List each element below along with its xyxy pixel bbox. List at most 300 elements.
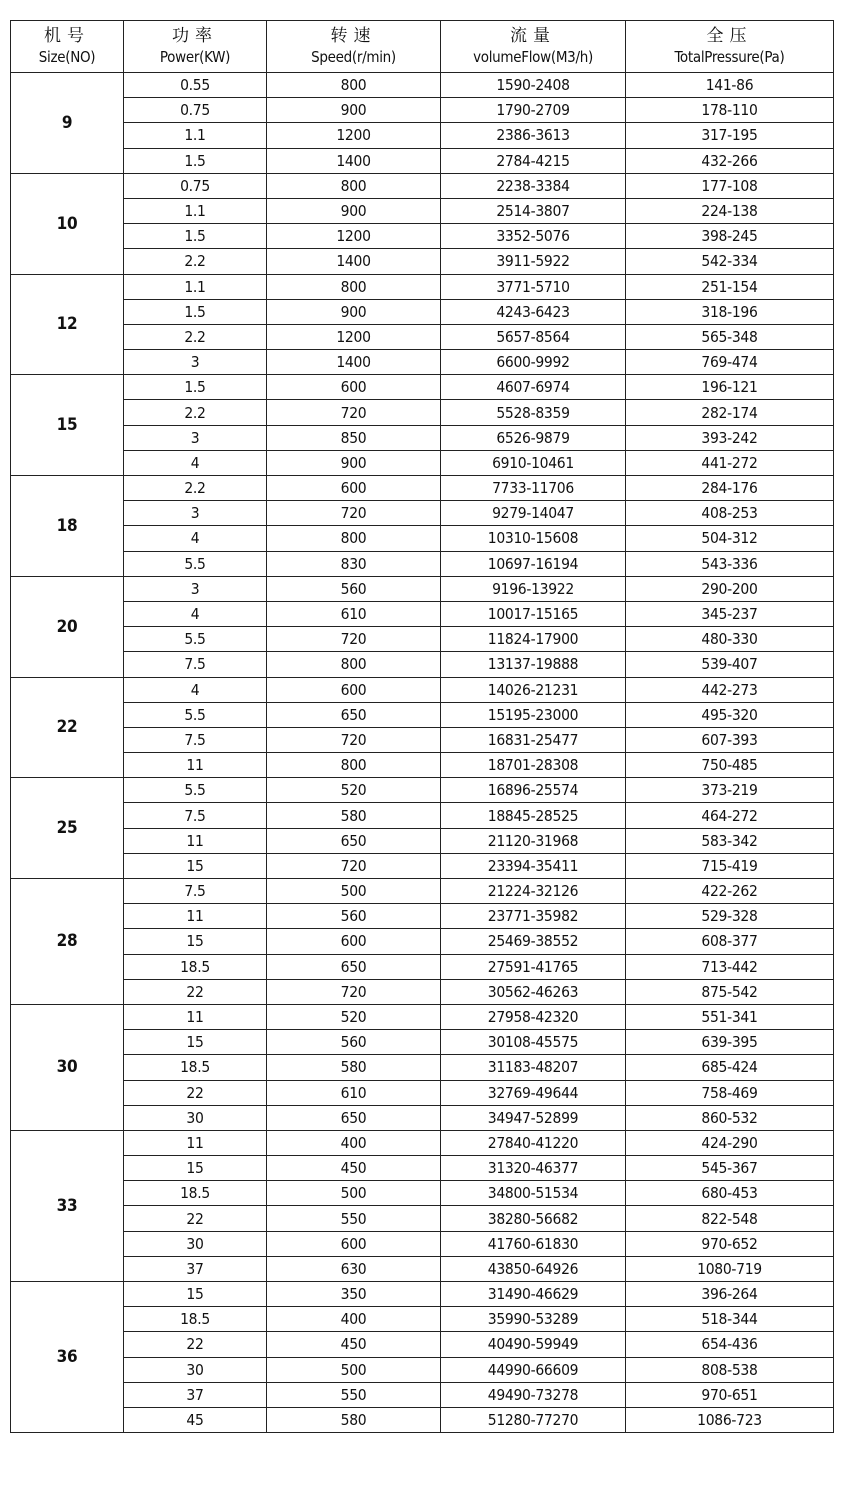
pressure-cell: 713-442 — [626, 954, 834, 979]
pressure-cell: 398-245 — [626, 224, 834, 249]
table-row — [11, 324, 834, 349]
speed-cell: 520 — [267, 778, 441, 803]
power-cell: 11 — [124, 1130, 267, 1155]
table-row — [11, 778, 834, 803]
speed-cell: 650 — [267, 702, 441, 727]
flow-cell: 3911-5922 — [441, 249, 626, 274]
flow-cell: 41760-61830 — [441, 1231, 626, 1256]
pressure-cell: 565-348 — [626, 324, 834, 349]
power-cell: 1.1 — [124, 198, 267, 223]
table-row — [11, 1206, 834, 1231]
flow-cell: 43850-64926 — [441, 1256, 626, 1281]
flow-cell: 4607-6974 — [441, 375, 626, 400]
flow-cell: 7733-11706 — [441, 476, 626, 501]
speed-cell: 400 — [267, 1307, 441, 1332]
header-speed — [267, 21, 441, 73]
fan-spec-table — [10, 20, 834, 1433]
size-cell: 33 — [11, 1130, 124, 1281]
pressure-cell: 822-548 — [626, 1206, 834, 1231]
speed-cell: 800 — [267, 652, 441, 677]
table-row — [11, 753, 834, 778]
flow-cell: 3352-5076 — [441, 224, 626, 249]
size-cell: 20 — [11, 576, 124, 677]
power-cell: 5.5 — [124, 702, 267, 727]
pressure-cell: 970-652 — [626, 1231, 834, 1256]
power-cell: 3 — [124, 501, 267, 526]
table-row — [11, 123, 834, 148]
size-cell: 9 — [11, 73, 124, 174]
table-row — [11, 198, 834, 223]
pressure-cell: 495-320 — [626, 702, 834, 727]
flow-cell: 5528-8359 — [441, 400, 626, 425]
speed-cell: 580 — [267, 1407, 441, 1432]
flow-cell: 31320-46377 — [441, 1156, 626, 1181]
power-cell: 7.5 — [124, 652, 267, 677]
speed-cell: 1200 — [267, 324, 441, 349]
speed-cell: 500 — [267, 1181, 441, 1206]
power-cell: 1.1 — [124, 274, 267, 299]
flow-cell: 6910-10461 — [441, 450, 626, 475]
power-cell: 4 — [124, 601, 267, 626]
table-row — [11, 1382, 834, 1407]
power-cell: 2.2 — [124, 400, 267, 425]
power-cell: 1.5 — [124, 224, 267, 249]
table-row — [11, 576, 834, 601]
header-flow-zh: 流量 — [510, 25, 556, 46]
table-row — [11, 1156, 834, 1181]
header-speed-en: Speed(r/min) — [311, 47, 396, 66]
power-cell: 18.5 — [124, 1055, 267, 1080]
flow-cell: 38280-56682 — [441, 1206, 626, 1231]
flow-cell: 34800-51534 — [441, 1181, 626, 1206]
speed-cell: 1400 — [267, 148, 441, 173]
power-cell: 7.5 — [124, 879, 267, 904]
table-row — [11, 627, 834, 652]
power-cell: 5.5 — [124, 627, 267, 652]
speed-cell: 580 — [267, 1055, 441, 1080]
table-row — [11, 702, 834, 727]
pressure-cell: 685-424 — [626, 1055, 834, 1080]
power-cell: 3 — [124, 576, 267, 601]
flow-cell: 23771-35982 — [441, 904, 626, 929]
pressure-cell: 808-538 — [626, 1357, 834, 1382]
header-size — [11, 21, 124, 73]
pressure-cell: 758-469 — [626, 1080, 834, 1105]
flow-cell: 31183-48207 — [441, 1055, 626, 1080]
power-cell: 22 — [124, 1206, 267, 1231]
size-cell: 12 — [11, 274, 124, 375]
table-row — [11, 1030, 834, 1055]
pressure-cell: 422-262 — [626, 879, 834, 904]
flow-cell: 10310-15608 — [441, 526, 626, 551]
table-row — [11, 148, 834, 173]
table-row — [11, 1307, 834, 1332]
flow-cell: 49490-73278 — [441, 1382, 626, 1407]
flow-cell: 5657-8564 — [441, 324, 626, 349]
speed-cell: 650 — [267, 828, 441, 853]
power-cell: 11 — [124, 1004, 267, 1029]
table-row — [11, 879, 834, 904]
power-cell: 18.5 — [124, 1181, 267, 1206]
speed-cell: 720 — [267, 627, 441, 652]
table-body — [11, 73, 834, 1433]
flow-cell: 1590-2408 — [441, 73, 626, 98]
flow-cell: 21224-32126 — [441, 879, 626, 904]
flow-cell: 2238-3384 — [441, 173, 626, 198]
speed-cell: 550 — [267, 1382, 441, 1407]
pressure-cell: 141-86 — [626, 73, 834, 98]
table-row — [11, 979, 834, 1004]
power-cell: 3 — [124, 425, 267, 450]
table-header — [11, 21, 834, 73]
power-cell: 1.5 — [124, 148, 267, 173]
pressure-cell: 224-138 — [626, 198, 834, 223]
pressure-cell: 551-341 — [626, 1004, 834, 1029]
table-row — [11, 476, 834, 501]
table-row — [11, 249, 834, 274]
speed-cell: 720 — [267, 853, 441, 878]
speed-cell: 600 — [267, 929, 441, 954]
speed-cell: 830 — [267, 551, 441, 576]
flow-cell: 51280-77270 — [441, 1407, 626, 1432]
flow-cell: 44990-66609 — [441, 1357, 626, 1382]
power-cell: 4 — [124, 450, 267, 475]
pressure-cell: 317-195 — [626, 123, 834, 148]
table-row — [11, 1181, 834, 1206]
pressure-cell: 583-342 — [626, 828, 834, 853]
power-cell: 5.5 — [124, 778, 267, 803]
flow-cell: 4243-6423 — [441, 299, 626, 324]
size-cell: 36 — [11, 1282, 124, 1433]
power-cell: 2.2 — [124, 476, 267, 501]
table-row — [11, 299, 834, 324]
table-row — [11, 375, 834, 400]
pressure-cell: 607-393 — [626, 727, 834, 752]
flow-cell: 3771-5710 — [441, 274, 626, 299]
header-pressure-zh: 全压 — [706, 25, 753, 46]
pressure-cell: 875-542 — [626, 979, 834, 1004]
size-cell: 30 — [11, 1004, 124, 1130]
pressure-cell: 545-367 — [626, 1156, 834, 1181]
pressure-cell: 373-219 — [626, 778, 834, 803]
flow-cell: 21120-31968 — [441, 828, 626, 853]
flow-cell: 18845-28525 — [441, 803, 626, 828]
power-cell: 30 — [124, 1357, 267, 1382]
power-cell: 15 — [124, 1030, 267, 1055]
flow-cell: 25469-38552 — [441, 929, 626, 954]
power-cell: 2.2 — [124, 324, 267, 349]
pressure-cell: 393-242 — [626, 425, 834, 450]
pressure-cell: 1086-723 — [626, 1407, 834, 1432]
power-cell: 1.5 — [124, 299, 267, 324]
speed-cell: 720 — [267, 979, 441, 1004]
pressure-cell: 424-290 — [626, 1130, 834, 1155]
speed-cell: 800 — [267, 173, 441, 198]
power-cell: 30 — [124, 1105, 267, 1130]
speed-cell: 900 — [267, 198, 441, 223]
speed-cell: 350 — [267, 1282, 441, 1307]
table-row — [11, 400, 834, 425]
power-cell: 37 — [124, 1256, 267, 1281]
speed-cell: 900 — [267, 450, 441, 475]
power-cell: 15 — [124, 929, 267, 954]
pressure-cell: 177-108 — [626, 173, 834, 198]
size-cell: 10 — [11, 173, 124, 274]
pressure-cell: 518-344 — [626, 1307, 834, 1332]
flow-cell: 15195-23000 — [441, 702, 626, 727]
pressure-cell: 290-200 — [626, 576, 834, 601]
pressure-cell: 715-419 — [626, 853, 834, 878]
size-cell: 15 — [11, 375, 124, 476]
speed-cell: 720 — [267, 501, 441, 526]
table-row — [11, 425, 834, 450]
pressure-cell: 543-336 — [626, 551, 834, 576]
pressure-cell: 529-328 — [626, 904, 834, 929]
speed-cell: 850 — [267, 425, 441, 450]
pressure-cell: 464-272 — [626, 803, 834, 828]
speed-cell: 1400 — [267, 350, 441, 375]
speed-cell: 600 — [267, 476, 441, 501]
table-row — [11, 501, 834, 526]
size-cell: 28 — [11, 879, 124, 1005]
header-speed-zh: 转速 — [330, 25, 377, 46]
power-cell: 1.1 — [124, 123, 267, 148]
flow-cell: 2514-3807 — [441, 198, 626, 223]
table-row — [11, 1105, 834, 1130]
speed-cell: 1200 — [267, 123, 441, 148]
power-cell: 22 — [124, 979, 267, 1004]
power-cell: 0.55 — [124, 73, 267, 98]
pressure-cell: 750-485 — [626, 753, 834, 778]
table-row — [11, 601, 834, 626]
speed-cell: 1200 — [267, 224, 441, 249]
table-row — [11, 803, 834, 828]
flow-cell: 34947-52899 — [441, 1105, 626, 1130]
pressure-cell: 282-174 — [626, 400, 834, 425]
table-row — [11, 1004, 834, 1029]
speed-cell: 560 — [267, 576, 441, 601]
flow-cell: 9279-14047 — [441, 501, 626, 526]
flow-cell: 30108-45575 — [441, 1030, 626, 1055]
flow-cell: 16896-25574 — [441, 778, 626, 803]
power-cell: 11 — [124, 828, 267, 853]
pressure-cell: 196-121 — [626, 375, 834, 400]
speed-cell: 610 — [267, 1080, 441, 1105]
speed-cell: 450 — [267, 1332, 441, 1357]
speed-cell: 800 — [267, 753, 441, 778]
pressure-cell: 680-453 — [626, 1181, 834, 1206]
header-flow-en: volumeFlow(M3/h) — [473, 47, 593, 66]
flow-cell: 2386-3613 — [441, 123, 626, 148]
table-row — [11, 1080, 834, 1105]
pressure-cell: 178-110 — [626, 98, 834, 123]
flow-cell: 1790-2709 — [441, 98, 626, 123]
speed-cell: 630 — [267, 1256, 441, 1281]
header-size-en: Size(NO) — [38, 47, 96, 66]
flow-cell: 11824-17900 — [441, 627, 626, 652]
header-power-zh: 功率 — [172, 25, 218, 46]
flow-cell: 10017-15165 — [441, 601, 626, 626]
speed-cell: 500 — [267, 1357, 441, 1382]
power-cell: 11 — [124, 753, 267, 778]
power-cell: 15 — [124, 1282, 267, 1307]
speed-cell: 560 — [267, 904, 441, 929]
power-cell: 15 — [124, 853, 267, 878]
flow-cell: 6526-9879 — [441, 425, 626, 450]
header-power-en: Power(KW) — [159, 47, 231, 66]
header-size-zh: 机号 — [44, 25, 90, 46]
table-row — [11, 1357, 834, 1382]
pressure-cell: 539-407 — [626, 652, 834, 677]
flow-cell: 35990-53289 — [441, 1307, 626, 1332]
flow-cell: 2784-4215 — [441, 148, 626, 173]
table-row — [11, 1130, 834, 1155]
pressure-cell: 345-237 — [626, 601, 834, 626]
flow-cell: 13137-19888 — [441, 652, 626, 677]
flow-cell: 14026-21231 — [441, 677, 626, 702]
pressure-cell: 970-651 — [626, 1382, 834, 1407]
table-row — [11, 1407, 834, 1432]
flow-cell: 40490-59949 — [441, 1332, 626, 1357]
table-row — [11, 224, 834, 249]
pressure-cell: 442-273 — [626, 677, 834, 702]
size-cell: 18 — [11, 476, 124, 577]
power-cell: 15 — [124, 1156, 267, 1181]
table-row — [11, 1282, 834, 1307]
power-cell: 2.2 — [124, 249, 267, 274]
speed-cell: 580 — [267, 803, 441, 828]
power-cell: 37 — [124, 1382, 267, 1407]
speed-cell: 900 — [267, 299, 441, 324]
power-cell: 1.5 — [124, 375, 267, 400]
flow-cell: 31490-46629 — [441, 1282, 626, 1307]
pressure-cell: 639-395 — [626, 1030, 834, 1055]
power-cell: 11 — [124, 904, 267, 929]
speed-cell: 560 — [267, 1030, 441, 1055]
table-row — [11, 73, 834, 98]
header-pressure — [626, 21, 834, 73]
power-cell: 4 — [124, 526, 267, 551]
speed-cell: 610 — [267, 601, 441, 626]
pressure-cell: 1080-719 — [626, 1256, 834, 1281]
header-pressure-en: TotalPressure(Pa) — [674, 47, 785, 66]
table-row — [11, 526, 834, 551]
speed-cell: 720 — [267, 727, 441, 752]
pressure-cell: 251-154 — [626, 274, 834, 299]
table-row — [11, 450, 834, 475]
pressure-cell: 480-330 — [626, 627, 834, 652]
pressure-cell: 396-264 — [626, 1282, 834, 1307]
flow-cell: 32769-49644 — [441, 1080, 626, 1105]
speed-cell: 600 — [267, 375, 441, 400]
power-cell: 30 — [124, 1231, 267, 1256]
table-row — [11, 98, 834, 123]
pressure-cell: 654-436 — [626, 1332, 834, 1357]
header-row — [11, 21, 834, 73]
speed-cell: 800 — [267, 274, 441, 299]
table-row — [11, 904, 834, 929]
power-cell: 22 — [124, 1332, 267, 1357]
speed-cell: 720 — [267, 400, 441, 425]
size-cell: 25 — [11, 778, 124, 879]
table-row — [11, 274, 834, 299]
header-flow — [441, 21, 626, 73]
speed-cell: 650 — [267, 1105, 441, 1130]
power-cell: 3 — [124, 350, 267, 375]
pressure-cell: 441-272 — [626, 450, 834, 475]
power-cell: 0.75 — [124, 98, 267, 123]
pressure-cell: 408-253 — [626, 501, 834, 526]
power-cell: 0.75 — [124, 173, 267, 198]
flow-cell: 9196-13922 — [441, 576, 626, 601]
header-power — [124, 21, 267, 73]
pressure-cell: 284-176 — [626, 476, 834, 501]
power-cell: 5.5 — [124, 551, 267, 576]
flow-cell: 18701-28308 — [441, 753, 626, 778]
pressure-cell: 769-474 — [626, 350, 834, 375]
flow-cell: 27958-42320 — [441, 1004, 626, 1029]
pressure-cell: 860-532 — [626, 1105, 834, 1130]
table-row — [11, 853, 834, 878]
size-cell: 22 — [11, 677, 124, 778]
power-cell: 18.5 — [124, 1307, 267, 1332]
table-row — [11, 652, 834, 677]
table-row — [11, 727, 834, 752]
pressure-cell: 542-334 — [626, 249, 834, 274]
table-row — [11, 1256, 834, 1281]
table-row — [11, 1231, 834, 1256]
power-cell: 4 — [124, 677, 267, 702]
table-row — [11, 350, 834, 375]
speed-cell: 650 — [267, 954, 441, 979]
table-row — [11, 551, 834, 576]
pressure-cell: 504-312 — [626, 526, 834, 551]
table-row — [11, 677, 834, 702]
power-cell: 18.5 — [124, 954, 267, 979]
speed-cell: 520 — [267, 1004, 441, 1029]
pressure-cell: 432-266 — [626, 148, 834, 173]
speed-cell: 550 — [267, 1206, 441, 1231]
power-cell: 7.5 — [124, 803, 267, 828]
speed-cell: 400 — [267, 1130, 441, 1155]
flow-cell: 10697-16194 — [441, 551, 626, 576]
flow-cell: 16831-25477 — [441, 727, 626, 752]
speed-cell: 600 — [267, 677, 441, 702]
power-cell: 22 — [124, 1080, 267, 1105]
flow-cell: 27591-41765 — [441, 954, 626, 979]
speed-cell: 800 — [267, 526, 441, 551]
speed-cell: 500 — [267, 879, 441, 904]
table-row — [11, 1055, 834, 1080]
speed-cell: 600 — [267, 1231, 441, 1256]
table-row — [11, 954, 834, 979]
table-row — [11, 1332, 834, 1357]
flow-cell: 6600-9992 — [441, 350, 626, 375]
speed-cell: 900 — [267, 98, 441, 123]
flow-cell: 27840-41220 — [441, 1130, 626, 1155]
speed-cell: 800 — [267, 73, 441, 98]
pressure-cell: 318-196 — [626, 299, 834, 324]
speed-cell: 450 — [267, 1156, 441, 1181]
flow-cell: 30562-46263 — [441, 979, 626, 1004]
table-row — [11, 173, 834, 198]
table-row — [11, 828, 834, 853]
power-cell: 7.5 — [124, 727, 267, 752]
speed-cell: 1400 — [267, 249, 441, 274]
pressure-cell: 608-377 — [626, 929, 834, 954]
table-row — [11, 929, 834, 954]
power-cell: 45 — [124, 1407, 267, 1432]
